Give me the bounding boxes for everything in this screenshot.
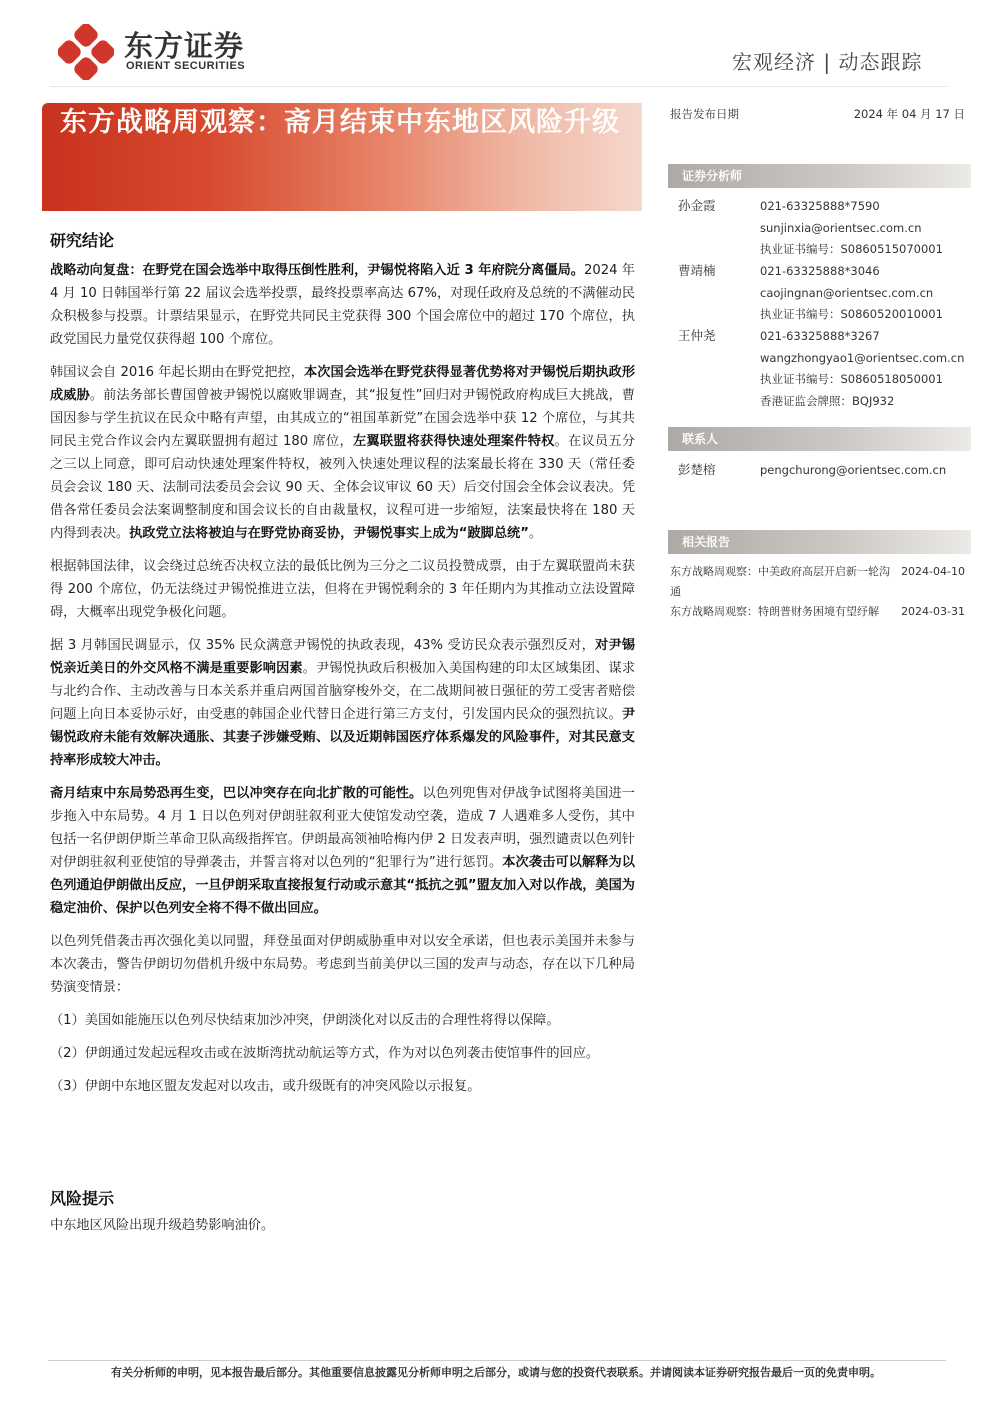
risk-text: 中东地区风险出现升级趋势影响油价。 <box>50 1218 275 1233</box>
emphasis-text: 本次国会选举在野党获得显著优势将对尹锡悦后期执政形成威胁 <box>50 365 636 403</box>
related-report-date: 2024-03-31 <box>901 605 965 618</box>
analyst-license: 执业证书编号：S0860518050001 <box>760 372 943 386</box>
body-text: 韩国议会自 2016 年起长期由在野党把控， <box>50 365 304 380</box>
publish-date-label: 报告发布日期 <box>670 107 739 121</box>
publish-date-row <box>668 104 971 124</box>
body-text: 2024 年 4 月 10 日韩国举行第 22 届议会选举投票，最终投票率高达 67%，对现任政府及总统的不满催动民众积极参与投票。计票结果显示，在野党共同民主党获得 300 个国会席位中的超过 170 个席位，执政党国民力量党仅获得超 100 个席位。 <box>50 263 635 347</box>
report-title: 东方战略周观察：斋月结束中东地区风险升级 <box>60 107 620 138</box>
body-text: 。在议员五分之三以上同意，即可启动快速处理案件特权，被列入快速处理议程的法案最长将在 330 天（常任委员会会议 180 天、法制司法委员会会议 90 天、全体会议审议 60 天）后交付国会全体会议表决。凭借各常任委员会法案调整制度和国会议长的自由裁量权，议程可进一步缩短，法案最快将在 180 天内得到表决。 <box>50 434 636 541</box>
analyst-name: 王仲尧 <box>678 328 716 343</box>
emphasis-text: 本次袭击可以解释为以色列通迫伊朗做出反应，一旦伊朗采取直接报复行动或示意其“抵抗之弧”盟友加入对以作战，美国为稳定油价、保护以色列安全将不得不做出回应。 <box>50 855 635 916</box>
footer-disclaimer: 有关分析师的申明，见本报告最后部分。其他重要信息披露见分析师申明之后部分，或请与您的投资代表联系。并请阅读本证券研究报告最后一页的免责申明。 <box>111 1366 881 1379</box>
related-report-title[interactable]: 东方战略周观察：特朗普财务困境有望纾解 <box>670 605 879 618</box>
paragraph-6 <box>50 930 635 999</box>
analyst-hk-license: 香港证监会牌照：BQJ932 <box>760 393 895 408</box>
body-text: 根据韩国法律，议会绕过总统否决权立法的最低比例为三分之二议员投赞成票，由于左翼联盟尚未获得 200 个席位，仍无法绕过尹锡悦推进立法，但将在尹锡悦剩余的 3 年任期内为其推动立法设置障碍，大概率出现党争极化问题。 <box>50 559 635 620</box>
paragraph-1 <box>50 259 635 351</box>
emphasis-text: 对尹锡悦亲近美日的外交风格不满是重要影响因素 <box>50 638 635 676</box>
contact-email[interactable]: pengchurong@orientsec.com.cn <box>760 463 947 477</box>
analyst-license: 执业证书编号：S0860515070001 <box>760 242 943 256</box>
section-tag: 宏观经济 | 动态跟踪 <box>732 50 923 74</box>
paragraph-5 <box>50 782 635 920</box>
body-text: 以色列兜售对伊战争试图将美国进一步拖入中东局势。4 月 1 日以色列对伊朗驻叙利亚大使馆发动空袭，造成 7 人遇难多人受伤，其中包括一名伊朗伊斯兰革命卫队高级指挥官。伊朗最高领袖哈梅内伊 2 日发表声明，强烈谴责以色列针对伊朗驻叙利亚使馆的导弹袭击，并誓言将对以色列的“犯罪行为”进行惩罚。 <box>50 786 635 870</box>
emphasis-text: 执政党立法将被迫与在野党协商妥协，尹锡悦事实上成为“跛脚总统” <box>129 526 529 541</box>
paragraph-2 <box>50 361 635 545</box>
body-text: 以色列凭借袭击再次强化美以同盟，拜登虽面对伊朗威胁重申对以安全承诺，但也表示美国并未参与本次袭击，警告伊朗切勿借机升级中东局势。考虑到当前美伊以三国的发声与动态，存在以下几种局势演变情景： <box>50 934 635 995</box>
contact-name: 彭楚榕 <box>678 462 716 477</box>
analyst-email[interactable]: wangzhongyao1@orientsec.com.cn <box>760 350 965 365</box>
brand-name-cn: 东方证券 <box>124 29 245 63</box>
conclusion-heading: 研究结论 <box>50 231 115 250</box>
emphasis-text: 斋月结束中东局势恐再生变，巴以冲突存在向北扩散的可能性。 <box>50 786 423 801</box>
scenario-item-1: （1）美国如能施压以色列尽快结束加沙冲突，伊朗淡化对以反击的合理性将得以保障。 <box>50 1013 560 1028</box>
body-text: 。尹锡悦执政后积极加入美国构建的印太区域集团、谋求与北约合作、主动改善与日本关系并重启两国首脑穿梭外交，在二战期间被日强征的劳工受害者赔偿问题上向日本妥协示好，由受惠的韩国企业代替日企进行第三方支付，引发国内民众的强烈抗议。 <box>50 661 636 722</box>
paragraph-3 <box>50 555 635 624</box>
scenario-item-2: （2）伊朗通过发起远程攻击或在波斯湾扰动航运等方式，作为对以色列袭击使馆事件的回应。 <box>50 1046 600 1061</box>
related-report-title[interactable]: 东方战略周观察：中美政府高层开启新一轮沟通 <box>670 565 890 598</box>
footer-divider <box>48 1360 946 1361</box>
related-reports-header: 相关报告 <box>668 530 971 554</box>
analyst-email[interactable]: caojingnan@orientsec.com.cn <box>760 285 934 300</box>
analyst-email[interactable]: sunjinxia@orientsec.com.cn <box>760 220 922 235</box>
analyst-name: 孙金霞 <box>678 198 716 213</box>
analyst-name: 曹靖楠 <box>678 263 716 278</box>
analyst-phone: 021-63325888*3046 <box>760 264 880 278</box>
risk-heading: 风险提示 <box>50 1189 115 1208</box>
orient-logo-icon <box>58 24 114 80</box>
header-divider <box>50 86 947 87</box>
brand-name-en: ORIENT SECURITIES <box>126 60 246 72</box>
contact-section-header: 联系人 <box>668 427 971 451</box>
body-text: 。前法务部长曹国曾被尹锡悦以腐败罪调查，其“报复性”回归对尹锡悦政府构成巨大挑战，曹国因参与学生抗议在民众中略有声望，由其成立的“祖国革新党”在国会选举中获 12 个席位，与其共同民主党合作议会内左翼联盟拥有超过 180 席位， <box>50 388 635 449</box>
related-report-date: 2024-04-10 <box>901 565 965 578</box>
analysts-section-header: 证券分析师 <box>668 164 971 188</box>
publish-date-value: 2024 年 04 月 17 日 <box>853 107 965 121</box>
emphasis-text: 战略动向复盘：在野党在国会选举中取得压倒性胜利，尹锡悦将陷入近 3 年府院分离僵局。 <box>50 263 585 278</box>
title-banner <box>42 103 642 211</box>
analyst-phone: 021-63325888*3267 <box>760 329 880 343</box>
analyst-license: 执业证书编号：S0860520010001 <box>760 307 943 321</box>
body-text: 据 3 月韩国民调显示，仅 35% 民众满意尹锡悦的执政表现，43% 受访民众表示强烈反对， <box>50 638 595 653</box>
body-text: 。 <box>528 526 543 541</box>
page-header <box>0 0 992 90</box>
analyst-phone: 021-63325888*7590 <box>760 199 880 213</box>
scenario-item-3: （3）伊朗中东地区盟友发起对以攻击，或升级既有的冲突风险以示报复。 <box>50 1079 481 1094</box>
main-content <box>50 228 635 1108</box>
emphasis-text: 尹锡悦政府未能有效解决通胀、其妻子涉嫌受贿、以及近期韩国医疗体系爆发的风险事件，对其民意支持率形成较大冲击。 <box>50 707 635 768</box>
emphasis-text: 左翼联盟将获得快速处理案件特权 <box>352 434 555 449</box>
paragraph-4 <box>50 634 635 772</box>
